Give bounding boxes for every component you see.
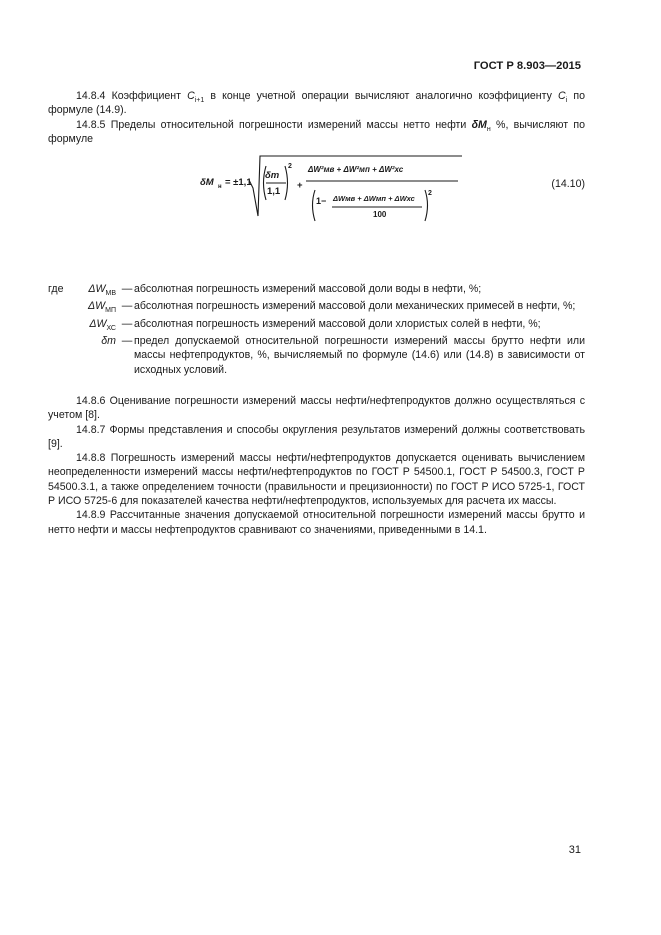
- paragraph-14-8-8: 14.8.8 Погрешность измерений массы нефти/нефтепродуктов допускается оценивать вычислением неопределенности измерений массы нефти/нефтепродуктов по ГОСТ Р 54500.1, ГОСТ Р 54500.3, ГОСТ Р 54500.3.1, а также определением точности (правильности и прецизионности) по ГОСТ Р ИСО 5725-1, ГОСТ Р ИСО 5725-6 для показателей качества нефти/нефтепродуктов, используемых для расчета их массы.: [48, 452, 585, 508]
- formula-inner-denominator: 100: [373, 210, 387, 220]
- text-fragment: %, вычисляют по формуле: [48, 118, 586, 145]
- formula-one-minus: 1−: [316, 196, 327, 207]
- formula-square: 2: [288, 163, 292, 171]
- definition-text: предел допускаемой относительной погрешности измерений массы брутто нефти или массы нефтепродуктов, %, вычисляемый по формуле (14.6) или (14.8) в зависимости от исходных условий.: [134, 335, 585, 376]
- page-number: 31: [568, 843, 581, 856]
- definition-symbol: $\Delta W_{МВ}$: [88, 283, 116, 298]
- definition-symbol: $\Delta W_{МП}$: [88, 300, 116, 315]
- text-fragment: 14.8.4 Коэффициент: [76, 90, 188, 102]
- text-fragment: по формуле (14.9).: [48, 90, 585, 117]
- formula-divisor: 1,1: [267, 186, 281, 198]
- definition-symbol: δm: [101, 335, 116, 348]
- definition-symbol: $\Delta W_{ХС}$: [89, 317, 116, 332]
- formula-plus: +: [297, 180, 303, 192]
- paragraph-14-8-9: 14.8.9 Рассчитанные значения допускаемой относительной погрешности измерений массы брутто и нетто нефти и массы нефтепродуктов сравнивают со значениями, приведенными в 14.1.: [48, 509, 585, 536]
- definition-text: абсолютная погрешность измерений массовой доли механических примесей в нефти, %;: [134, 300, 576, 313]
- definitions-list: [48, 282, 585, 377]
- text-fragment: 14.8.5 Пределы относительной погрешности измерений массы нетто нефти: [76, 118, 472, 131]
- formula-14-10: [200, 150, 470, 246]
- definition-dash: —: [121, 300, 133, 313]
- formula-number: (14.10): [551, 178, 585, 191]
- symbol-c: C: [558, 90, 566, 102]
- text-fragment: в конце учетной операции вычисляют аналогично коэффициенту: [204, 90, 559, 102]
- where-label: где: [48, 283, 64, 296]
- formula-equals: = ±1,1: [225, 177, 252, 189]
- paragraph-14-8-5: [48, 118, 585, 147]
- definition-item: [48, 334, 585, 377]
- formula-inner-numerator: ΔWмв + ΔWмп + ΔWхс: [333, 194, 415, 204]
- formula-lhs-sub: н: [218, 184, 222, 191]
- subscript: i: [565, 97, 568, 104]
- definition-item: [48, 317, 585, 331]
- subscript: н: [486, 125, 491, 133]
- paragraph-14-8-7: 14.8.7 Формы представления и способы округления результатов измерений должны соответствовать [9].: [48, 423, 585, 450]
- paragraph-14-8-6: 14.8.6 Оценивание погрешности измерений массы нефти/нефтепродуктов должно осуществляться с учетом [8].: [48, 394, 585, 422]
- definition-item: [48, 299, 585, 313]
- definition-dash: —: [121, 283, 133, 296]
- formula-inner-square: 2: [428, 190, 432, 198]
- document-body: [48, 89, 585, 537]
- subscript: i+1: [194, 97, 205, 104]
- document-standard-header: ГОСТ Р 8.903—2015: [473, 60, 581, 72]
- formula-numerator: ΔW²мв + ΔW²мп + ΔW²хс: [308, 165, 404, 175]
- paragraph-14-8-4: [48, 89, 585, 118]
- definition-dash: —: [121, 335, 133, 348]
- formula-inner-paren-left: [313, 190, 316, 221]
- formula-lhs: δM: [200, 177, 214, 189]
- definition-item: [48, 282, 585, 296]
- definition-dash: —: [121, 317, 133, 330]
- definition-text: абсолютная погрешность измерений массовой доли хлористых солей в нефти, %;: [134, 317, 541, 330]
- symbol-c: C: [187, 90, 195, 102]
- definition-text: абсолютная погрешность измерений массовой доли воды в нефти, %;: [134, 283, 482, 296]
- formula-dm: δm: [265, 170, 280, 182]
- symbol-delta-m: δM: [471, 118, 487, 131]
- formula-row: [48, 150, 585, 246]
